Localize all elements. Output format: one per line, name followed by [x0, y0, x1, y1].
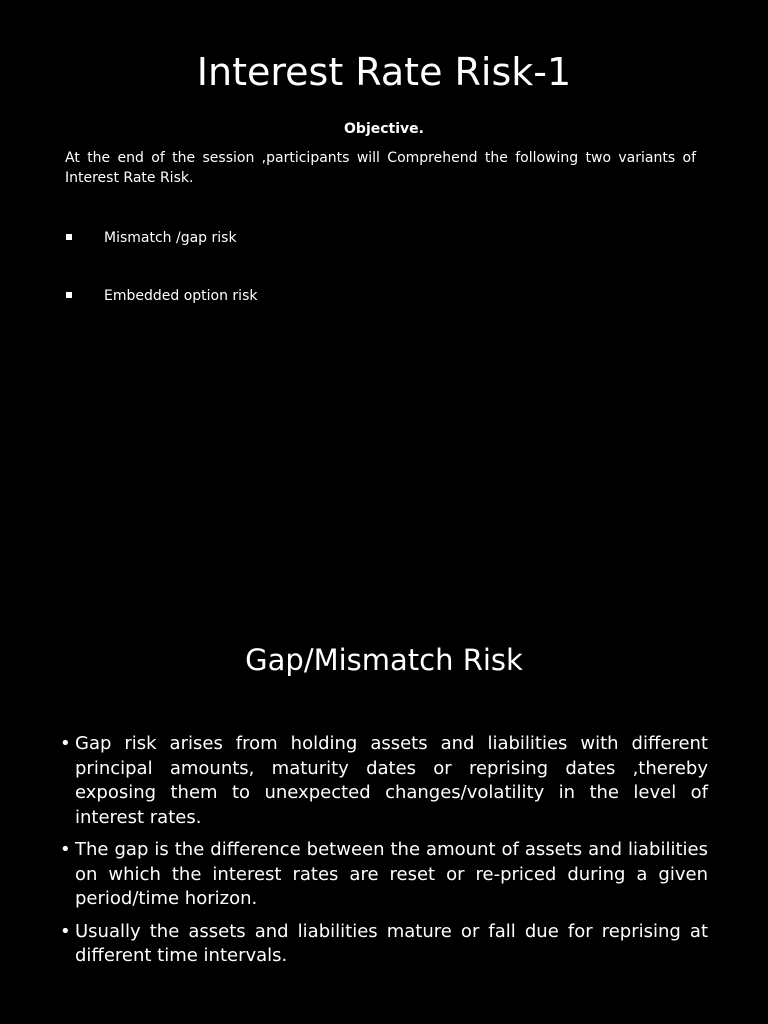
list-item-text: Mismatch /gap risk: [104, 230, 237, 246]
slide-title: Interest Rate Risk-1: [196, 50, 572, 94]
list-item-text: Embedded option risk: [104, 288, 258, 304]
list-item: [60, 732, 708, 830]
list-item: [66, 286, 666, 306]
slide-gap-mismatch-risk: [0, 512, 768, 1024]
list-item-text: Usually the assets and liabilities mature or fall due for reprising at different time intervals.: [75, 920, 708, 966]
dot-bullet-icon: •: [60, 920, 71, 942]
list-item: [60, 920, 708, 969]
list-item-text: Gap risk arises from holding assets and liabilities with different principal amounts, maturity dates or reprising dates ,thereby exposing them to unexpected changes/volatility in the level of interest rates.: [75, 733, 708, 828]
list-item: [60, 838, 708, 912]
square-bullet-icon: [66, 234, 72, 240]
slide-title: Gap/Mismatch Risk: [245, 643, 523, 677]
dot-bullet-icon: •: [60, 839, 71, 860]
list-item-text: The gap is the difference between the amount of assets and liabilities on which the interest rates are reset or re-priced during a given period/time horizon.: [75, 839, 708, 909]
gap-risk-bullet-list: [60, 732, 708, 977]
square-bullet-icon: [66, 292, 72, 298]
objective-heading: Objective.: [344, 121, 424, 137]
dot-bullet-icon: •: [60, 733, 71, 754]
list-item: [66, 228, 666, 248]
intro-paragraph: At the end of the session ,participants will Comprehend the following two variants of Interest Rate Risk.: [65, 150, 696, 186]
